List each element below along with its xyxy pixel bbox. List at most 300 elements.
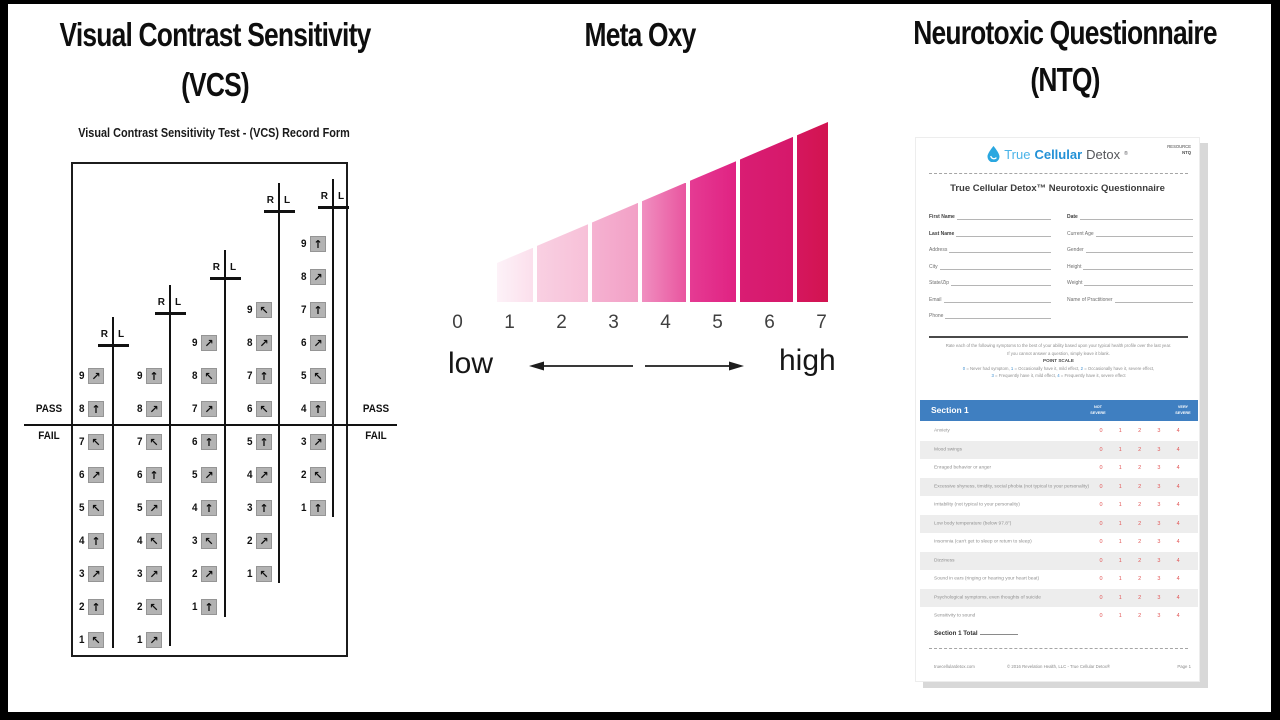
symptom-label: Sound in ears (ringing or hearing your heart beat) [934, 576, 1040, 582]
symptom-label: Low body temperature (below 97.8°) [934, 521, 1012, 527]
vcs-cell [134, 532, 162, 550]
symptom-label: Dizziness [934, 558, 955, 564]
vcs-cell-number: 4 [301, 403, 307, 415]
ntq-field-line [956, 236, 1051, 237]
score-3: 3 [1157, 446, 1161, 453]
score-4: 4 [1176, 520, 1180, 527]
water-drop-icon [987, 146, 1000, 162]
vcs-arrow-box [88, 401, 104, 417]
up-arrow-icon: ↑ [204, 501, 214, 515]
vcs-arrow-box [256, 566, 272, 582]
score-3: 3 [1157, 613, 1161, 620]
symptom-label: Excessive shyness, timidity, social phobia (not typical to your personality) [934, 484, 1090, 490]
up-arrow-icon: ↑ [91, 534, 101, 548]
ntq-field [929, 214, 1051, 220]
vcs-cell [76, 499, 104, 517]
vcs-arrow-box [310, 500, 326, 516]
symptom-label: Sensitivity to sound [934, 613, 976, 619]
vcs-arrow-box [256, 302, 272, 318]
score-4: 4 [1176, 557, 1180, 564]
gradient-segment-6 [740, 137, 793, 302]
up-arrow-icon: ↑ [149, 468, 159, 482]
vcs-arrow-box [256, 401, 272, 417]
vcs-arrow-box [146, 434, 162, 450]
score-0: 0 [1099, 483, 1103, 490]
scale-tick-2: 2 [556, 312, 567, 333]
section-header-label: Section 1 [931, 405, 969, 415]
scale-text: = Occasionally have it, mild effect, [1013, 366, 1081, 371]
vcs-arrow-box [146, 566, 162, 582]
vcs-cell-number: 1 [301, 502, 307, 514]
up-arrow-icon: ↑ [259, 435, 269, 449]
vcs-cell-number: 8 [137, 403, 143, 415]
vcs-cell-number: 2 [192, 568, 198, 580]
left-eye-label: L [118, 329, 125, 340]
up-right-arrow-icon: ↗ [313, 336, 323, 350]
symptom-label: Irritability (not typical to your personality) [934, 502, 1020, 508]
footer-copyright: © 2016 Revelation Health, LLC - True Cellular Detox® [1006, 664, 1111, 669]
ntq-field-label: Height [1067, 263, 1082, 270]
point-scale-title: POINT SCALE [1043, 358, 1074, 363]
vcs-cell-number: 1 [247, 568, 253, 580]
vcs-cell-number: 8 [192, 370, 198, 382]
vcs-arrow-box [146, 533, 162, 549]
ntq-symptom-row [920, 496, 1198, 515]
section-total-label: Section 1 Total [934, 630, 978, 637]
vcs-cell [76, 367, 104, 385]
vcs-cell [134, 598, 162, 616]
vcs-cell-number: 1 [137, 634, 143, 646]
scale-tick-6: 6 [764, 312, 775, 333]
up-right-arrow-icon: ↗ [204, 336, 214, 350]
left-eye-label: L [338, 191, 345, 202]
vcs-cell [244, 334, 272, 352]
vcs-arrow-box [201, 467, 217, 483]
vcs-cell-number: 7 [301, 304, 307, 316]
vcs-cell-number: 5 [137, 502, 143, 514]
vcs-cell [298, 334, 326, 352]
fail-label-left: FAIL [38, 430, 60, 442]
vcs-crossbar-2 [155, 312, 186, 315]
vcs-cell-number: 9 [301, 238, 307, 250]
ntq-field-label: Weight [1067, 280, 1083, 286]
scale-tick-7: 7 [816, 312, 827, 333]
vcs-cell [134, 433, 162, 451]
ntq-field-label: Date [1067, 214, 1078, 220]
ntq-symptom-row [920, 515, 1198, 534]
vcs-cell [189, 598, 217, 616]
vcs-cell-number: 3 [192, 535, 198, 547]
ntq-resource-tag [1167, 144, 1191, 155]
vcs-form-title: Visual Contrast Sensitivity Test - (VCS) Record Form [78, 126, 350, 140]
score-4: 4 [1176, 594, 1180, 601]
score-4: 4 [1176, 428, 1180, 435]
score-2: 2 [1138, 520, 1142, 527]
vcs-arrow-box [146, 632, 162, 648]
gradient-segment-7 [797, 122, 828, 302]
score-2: 2 [1138, 557, 1142, 564]
up-right-arrow-icon: ↗ [149, 633, 159, 647]
vcs-crossbar-3 [210, 277, 241, 280]
footer-website: truecellulardetox.com [934, 664, 975, 669]
score-0: 0 [1099, 502, 1103, 509]
vcs-cell [298, 466, 326, 484]
ntq-symptom-row [920, 441, 1198, 460]
vcs-staff-line-1 [112, 317, 114, 648]
ntq-field-line [949, 252, 1051, 253]
ntq-field [929, 280, 1051, 286]
ntq-field [929, 297, 1051, 303]
vcs-cell [189, 499, 217, 517]
vcs-cell [244, 367, 272, 385]
score-3: 3 [1157, 576, 1161, 583]
scale-tick-4: 4 [660, 312, 671, 333]
vcs-arrow-box [146, 401, 162, 417]
vcs-crossbar-4 [264, 210, 295, 213]
vcs-cell [76, 565, 104, 583]
vcs-arrow-box [256, 467, 272, 483]
brand-cellular: Cellular [1034, 146, 1083, 162]
ntq-field-line [1080, 219, 1193, 220]
vcs-arrow-box [201, 566, 217, 582]
vcs-staff-line-4 [278, 183, 280, 583]
ntq-symptom-row [920, 478, 1198, 497]
up-right-arrow-icon: ↗ [259, 534, 269, 548]
ntq-title-abbrev: (NTQ) [1030, 61, 1100, 98]
pass-fail-line [24, 424, 397, 426]
right-eye-label: R [320, 191, 328, 202]
vcs-cell [76, 433, 104, 451]
up-left-arrow-icon: ↖ [149, 435, 159, 449]
vcs-arrow-box [88, 632, 104, 648]
vcs-arrow-box [88, 599, 104, 615]
score-4: 4 [1176, 483, 1180, 490]
ntq-field [1067, 264, 1193, 270]
up-left-arrow-icon: ↖ [204, 369, 214, 383]
score-2: 2 [1138, 502, 1142, 509]
score-0: 0 [1099, 613, 1103, 620]
up-arrow-icon: ↑ [313, 402, 323, 416]
vcs-arrow-box [310, 269, 326, 285]
vcs-cell [134, 631, 162, 649]
up-arrow-icon: ↑ [204, 435, 214, 449]
vcs-cell-number: 7 [137, 436, 143, 448]
up-right-arrow-icon: ↗ [91, 369, 101, 383]
vcs-arrow-box [88, 368, 104, 384]
vcs-arrow-box [201, 533, 217, 549]
ntq-field-label: Current Age [1067, 230, 1094, 237]
up-arrow-icon: ↑ [313, 303, 323, 317]
ntq-symptom-row [920, 607, 1198, 626]
vcs-arrow-box [256, 335, 272, 351]
vcs-cell [76, 400, 104, 418]
ntq-symptom-row [920, 589, 1198, 608]
ntq-symptom-row [920, 459, 1198, 478]
vcs-arrow-box [146, 500, 162, 516]
score-4: 4 [1176, 502, 1180, 509]
ntq-field [929, 313, 1051, 319]
ntq-field-line [1096, 236, 1193, 237]
vcs-arrow-box [310, 434, 326, 450]
ntq-symptom-row [920, 570, 1198, 589]
vcs-staff-line-5 [332, 179, 334, 517]
score-2: 2 [1138, 446, 1142, 453]
up-left-arrow-icon: ↖ [259, 303, 269, 317]
up-arrow-icon: ↑ [259, 369, 269, 383]
ntq-field-line [951, 285, 1051, 286]
vcs-cell [244, 532, 272, 550]
vcs-arrow-box [146, 599, 162, 615]
score-1: 1 [1118, 539, 1122, 546]
ntq-field [1067, 247, 1193, 253]
vcs-cell-number: 1 [79, 634, 85, 646]
right-eye-label: R [266, 195, 274, 206]
vcs-cell-number: 9 [137, 370, 143, 382]
vcs-cell [189, 565, 217, 583]
vcs-cell-number: 3 [79, 568, 85, 580]
up-left-arrow-icon: ↖ [91, 633, 101, 647]
arrow-left-icon [529, 359, 635, 373]
vcs-cell-number: 5 [192, 469, 198, 481]
scale-tick-1: 1 [504, 312, 515, 333]
right-eye-label: R [157, 297, 165, 308]
vcs-arrow-box [256, 434, 272, 450]
vcs-cell [244, 301, 272, 319]
ntq-field [1067, 297, 1193, 303]
vcs-cell [298, 301, 326, 319]
vcs-cell-number: 8 [79, 403, 85, 415]
vcs-arrow-box [146, 368, 162, 384]
vcs-cell-number: 4 [247, 469, 253, 481]
ntq-field-line [957, 219, 1051, 220]
vcs-arrow-box [256, 368, 272, 384]
vcs-crossbar-5 [318, 206, 349, 209]
vcs-arrow-box [256, 533, 272, 549]
up-right-arrow-icon: ↗ [204, 468, 214, 482]
up-right-arrow-icon: ↗ [313, 435, 323, 449]
dashed-divider-top [929, 173, 1188, 174]
vcs-arrow-box [201, 368, 217, 384]
vcs-arrow-box [146, 467, 162, 483]
score-1: 1 [1118, 594, 1122, 601]
up-arrow-icon: ↑ [91, 600, 101, 614]
up-left-arrow-icon: ↖ [259, 567, 269, 581]
score-0: 0 [1099, 557, 1103, 564]
score-0: 0 [1099, 446, 1103, 453]
dashed-divider-bottom [929, 648, 1188, 649]
up-left-arrow-icon: ↖ [149, 534, 159, 548]
brand-true: True [1004, 146, 1031, 162]
scale-text: = Occasionally have it, severe effect, [1083, 366, 1155, 371]
not-severe-header [1081, 404, 1115, 416]
vcs-cell [244, 466, 272, 484]
score-2: 2 [1138, 539, 1142, 546]
ntq-section-header-bar [920, 400, 1198, 421]
score-3: 3 [1157, 594, 1161, 601]
score-2: 2 [1138, 465, 1142, 472]
vcs-cell [244, 499, 272, 517]
score-3: 3 [1157, 557, 1161, 564]
vcs-cell-number: 9 [247, 304, 253, 316]
ntq-field [1067, 214, 1193, 220]
up-right-arrow-icon: ↗ [91, 468, 101, 482]
metaoxy-title: Meta Oxy [584, 16, 696, 53]
ntq-field-label: Gender [1067, 247, 1084, 253]
symptom-label: Mood swings [934, 447, 962, 453]
up-arrow-icon: ↑ [313, 501, 323, 515]
instructions-line-2: If you cannot answer a question, simply leave it blank. [1007, 351, 1110, 356]
up-left-arrow-icon: ↖ [259, 402, 269, 416]
score-1: 1 [1118, 465, 1122, 472]
vcs-cell-number: 2 [79, 601, 85, 613]
vcs-arrow-box [256, 500, 272, 516]
resource-code: NTQ [1182, 149, 1191, 155]
score-1: 1 [1118, 502, 1122, 509]
up-arrow-icon: ↑ [149, 369, 159, 383]
score-4: 4 [1176, 446, 1180, 453]
symptom-label: Insomnia (can't get to sleep or return to sleep) [934, 539, 1032, 545]
vcs-arrow-box [310, 368, 326, 384]
gradient-segment-5 [690, 161, 736, 302]
symptom-label: Psychological symptoms, even thoughts of suicide [934, 595, 1041, 601]
vcs-arrow-box [88, 533, 104, 549]
vcs-cell [189, 433, 217, 451]
score-3: 3 [1157, 465, 1161, 472]
scale-text: = Frequently have it, severe effect [1059, 373, 1126, 378]
pass-label-right: PASS [362, 403, 390, 415]
score-1: 1 [1118, 576, 1122, 583]
vcs-cell-number: 6 [137, 469, 143, 481]
ntq-field-label: Name of Practitioner [1067, 296, 1113, 303]
score-2: 2 [1138, 483, 1142, 490]
up-right-arrow-icon: ↗ [149, 402, 159, 416]
ntq-field [929, 231, 1051, 237]
vcs-cell [76, 598, 104, 616]
resource-line: RESOURCE [1167, 144, 1191, 149]
score-1: 1 [1118, 483, 1122, 490]
ntq-field-label: First Name [929, 214, 955, 220]
scale-number: 3 [991, 373, 994, 378]
total-blank-line [980, 634, 1018, 635]
vcs-arrow-box [88, 566, 104, 582]
score-2: 2 [1138, 576, 1142, 583]
vcs-cell-number: 2 [247, 535, 253, 547]
up-left-arrow-icon: ↖ [313, 468, 323, 482]
ntq-field-line [1115, 302, 1193, 303]
vcs-cell-number: 7 [192, 403, 198, 415]
vcs-cell-number: 8 [301, 271, 307, 283]
vcs-arrow-box [310, 401, 326, 417]
vcs-cell [189, 400, 217, 418]
up-left-arrow-icon: ↖ [91, 435, 101, 449]
scale-text: = Frequently have it, mild effect, [993, 373, 1058, 378]
vcs-cell [134, 400, 162, 418]
up-right-arrow-icon: ↗ [313, 270, 323, 284]
vcs-cell [298, 400, 326, 418]
ntq-field-label: Address [929, 247, 948, 253]
vcs-cell [189, 532, 217, 550]
section-divider-line [929, 336, 1188, 338]
point-scale-line-2 [926, 373, 1191, 378]
ntq-field-line [1083, 269, 1193, 270]
point-scale-line-1 [926, 366, 1191, 371]
metaoxy-high-label: high [779, 344, 836, 377]
vcs-cell-number: 3 [137, 568, 143, 580]
score-2: 2 [1138, 613, 1142, 620]
vcs-cell [189, 367, 217, 385]
up-arrow-icon: ↑ [204, 600, 214, 614]
vcs-cell [298, 433, 326, 451]
ntq-logo [916, 146, 1199, 162]
right-eye-label: R [100, 329, 108, 340]
vcs-title: Visual Contrast Sensitivity [59, 16, 371, 53]
ntq-symptom-row [920, 533, 1198, 552]
up-right-arrow-icon: ↗ [204, 402, 214, 416]
vcs-arrow-box [310, 302, 326, 318]
vcs-cell-number: 4 [79, 535, 85, 547]
ntq-field-line [940, 269, 1051, 270]
column-header-line: SEVERE [1175, 411, 1191, 415]
scale-text: = Never had symptom, [965, 366, 1011, 371]
ntq-field [1067, 231, 1193, 237]
up-right-arrow-icon: ↗ [259, 468, 269, 482]
ntq-field-label: State/Zip [929, 280, 950, 286]
column-header-line: SEVERE [1090, 411, 1106, 415]
arrow-right-icon [645, 359, 745, 373]
scale-tick-3: 3 [608, 312, 619, 333]
ntq-field [929, 264, 1051, 270]
vcs-cell-number: 4 [137, 535, 143, 547]
scale-tick-5: 5 [712, 312, 723, 333]
up-left-arrow-icon: ↖ [91, 501, 101, 515]
up-left-arrow-icon: ↖ [149, 600, 159, 614]
up-right-arrow-icon: ↗ [204, 567, 214, 581]
score-0: 0 [1099, 465, 1103, 472]
score-0: 0 [1099, 576, 1103, 583]
vcs-cell-number: 9 [192, 337, 198, 349]
vcs-cell-number: 2 [137, 601, 143, 613]
score-4: 4 [1176, 576, 1180, 583]
left-eye-label: L [175, 297, 182, 308]
vcs-cell [189, 334, 217, 352]
gradient-segment-4 [642, 183, 686, 303]
score-0: 0 [1099, 539, 1103, 546]
vcs-cell-number: 9 [79, 370, 85, 382]
up-arrow-icon: ↑ [313, 237, 323, 251]
vcs-cell [244, 565, 272, 583]
up-right-arrow-icon: ↗ [91, 567, 101, 581]
up-right-arrow-icon: ↗ [259, 336, 269, 350]
vcs-cell [76, 631, 104, 649]
ntq-field-line [944, 302, 1051, 303]
score-1: 1 [1118, 428, 1122, 435]
score-1: 1 [1118, 446, 1122, 453]
ntq-field-label: Last Name [929, 230, 955, 237]
vcs-arrow-box [201, 335, 217, 351]
up-right-arrow-icon: ↗ [149, 567, 159, 581]
vcs-cell [76, 466, 104, 484]
vcs-cell-number: 3 [301, 436, 307, 448]
ntq-field-line [1086, 252, 1193, 253]
ntq-field [1067, 280, 1193, 286]
vcs-cell [134, 466, 162, 484]
score-2: 2 [1138, 594, 1142, 601]
score-1: 1 [1118, 520, 1122, 527]
vcs-cell-number: 5 [79, 502, 85, 514]
score-3: 3 [1157, 428, 1161, 435]
vcs-arrow-box [310, 335, 326, 351]
vcs-arrow-box [310, 467, 326, 483]
